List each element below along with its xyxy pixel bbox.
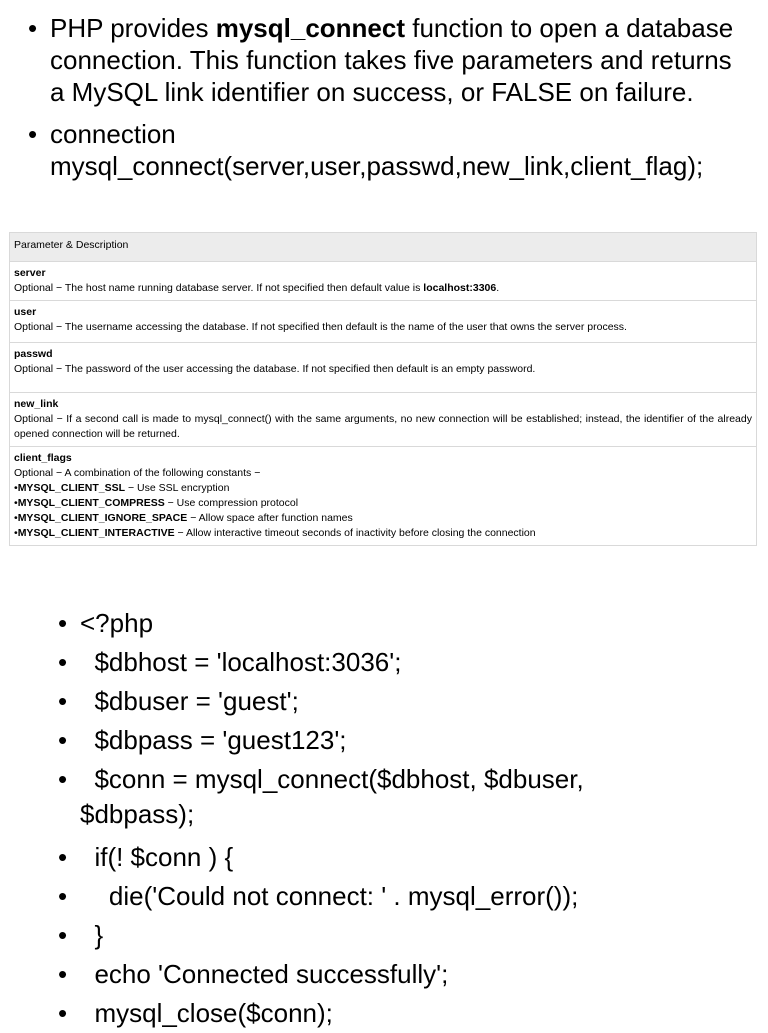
bullet-dot: • [58,959,68,989]
flag-item: •MYSQL_CLIENT_COMPRESS − Use compression protocol [14,497,299,509]
param-desc-end: . [496,282,500,294]
flag-text: − Allow interactive timeout seconds of inactivity before closing the connection [174,527,536,539]
code-text: $conn = mysql_connect($dbhost, $dbuser, [80,764,584,794]
bullet-dot: • [28,119,38,149]
intro-function-name: mysql_connect [215,13,406,43]
bullet-dot: • [58,764,68,794]
code-text: <?php [80,608,154,638]
flag-const: MYSQL_CLIENT_SSL [17,482,126,494]
flag-const: MYSQL_CLIENT_INTERACTIVE [17,527,175,539]
intro-bullet-1 [0,12,768,108]
table-row-client-flags [10,447,756,545]
flag-const: MYSQL_CLIENT_COMPRESS [17,497,165,509]
parameter-table [9,232,757,546]
bullet-dot: • [58,881,68,911]
param-name: server [14,267,46,279]
flag-text: − Use SSL encryption [125,482,230,494]
code-line [0,643,768,682]
table-header: Parameter & Description [10,233,756,262]
param-name: new_link [14,398,59,410]
param-name: client_flags [14,452,72,464]
code-line [0,604,768,643]
code-text: $dbpass = 'guest123'; [80,725,347,755]
bullet-dot: • [28,13,38,43]
bullet-dot: • [58,842,68,872]
code-text: $dbuser = 'guest'; [80,686,299,716]
code-line [0,682,768,721]
connection-label: connection [50,119,176,149]
default-value: localhost:3306 [423,282,497,294]
param-desc: Optional − If a second call is made to mysql_connect() with the same arguments, no new connection will be established; instead, the identifier of the already opened connection will be returned. [14,413,752,440]
code-example-list [0,604,768,1033]
code-line [0,838,768,877]
code-line-continuation [0,799,768,829]
intro-bullet-2 [0,118,768,182]
flag-item: •MYSQL_CLIENT_IGNORE_SPACE − Allow space after function names [14,512,353,524]
param-desc [14,281,752,296]
intro-list [0,12,768,192]
flag-item: •MYSQL_CLIENT_INTERACTIVE − Allow interactive timeout seconds of inactivity before closing the connection [14,527,536,539]
flag-const: MYSQL_CLIENT_IGNORE_SPACE [17,512,188,524]
param-desc: Optional − The password of the user accessing the database. If not specified then default is an empty password. [14,363,536,375]
intro-text-post: function to open a database connection. This function takes five parameters and returns a MySQL link identifier on success, or FALSE on failure. [50,13,734,107]
code-text: echo 'Connected successfully'; [80,959,449,989]
flag-text: − Allow space after function names [187,512,353,524]
flag-item: •MYSQL_CLIENT_SSL − Use SSL encryption [14,482,230,494]
code-text: $dbpass); [80,799,195,829]
intro-text-pre: PHP provides [50,13,216,43]
code-text: $dbhost = 'localhost:3036'; [80,647,402,677]
param-name: passwd [14,348,53,360]
param-desc-text: Optional − The host name running database server. If not specified then default value is [14,282,424,294]
table-row-user [10,301,756,343]
param-desc: Optional − A combination of the following constants − [14,467,261,479]
bullet-dot: • [58,647,68,677]
code-text: } [80,920,104,950]
code-text: if(! $conn ) { [80,842,234,872]
flag-text: − Use compression protocol [164,497,299,509]
bullet-dot: • [58,608,68,638]
connection-signature: mysql_connect(server,user,passwd,new_link,client_flag); [50,151,704,181]
code-line [0,877,768,916]
bullet-dot: • [58,998,68,1028]
param-desc: Optional − The username accessing the database. If not specified then default is the name of the user that owns the server process. [14,321,627,333]
code-line [0,760,768,799]
code-line [0,916,768,955]
code-line [0,721,768,760]
code-text: mysql_close($conn); [80,998,333,1028]
code-line [0,955,768,994]
bullet-dot: • [58,686,68,716]
code-text: die('Could not connect: ' . mysql_error()); [80,881,579,911]
bullet-dot: • [58,725,68,755]
bullet-dot: • [58,920,68,950]
table-row-passwd [10,343,756,393]
param-name: user [14,306,37,318]
table-row-server [10,262,756,301]
table-row-new-link [10,393,756,447]
code-line [0,994,768,1033]
